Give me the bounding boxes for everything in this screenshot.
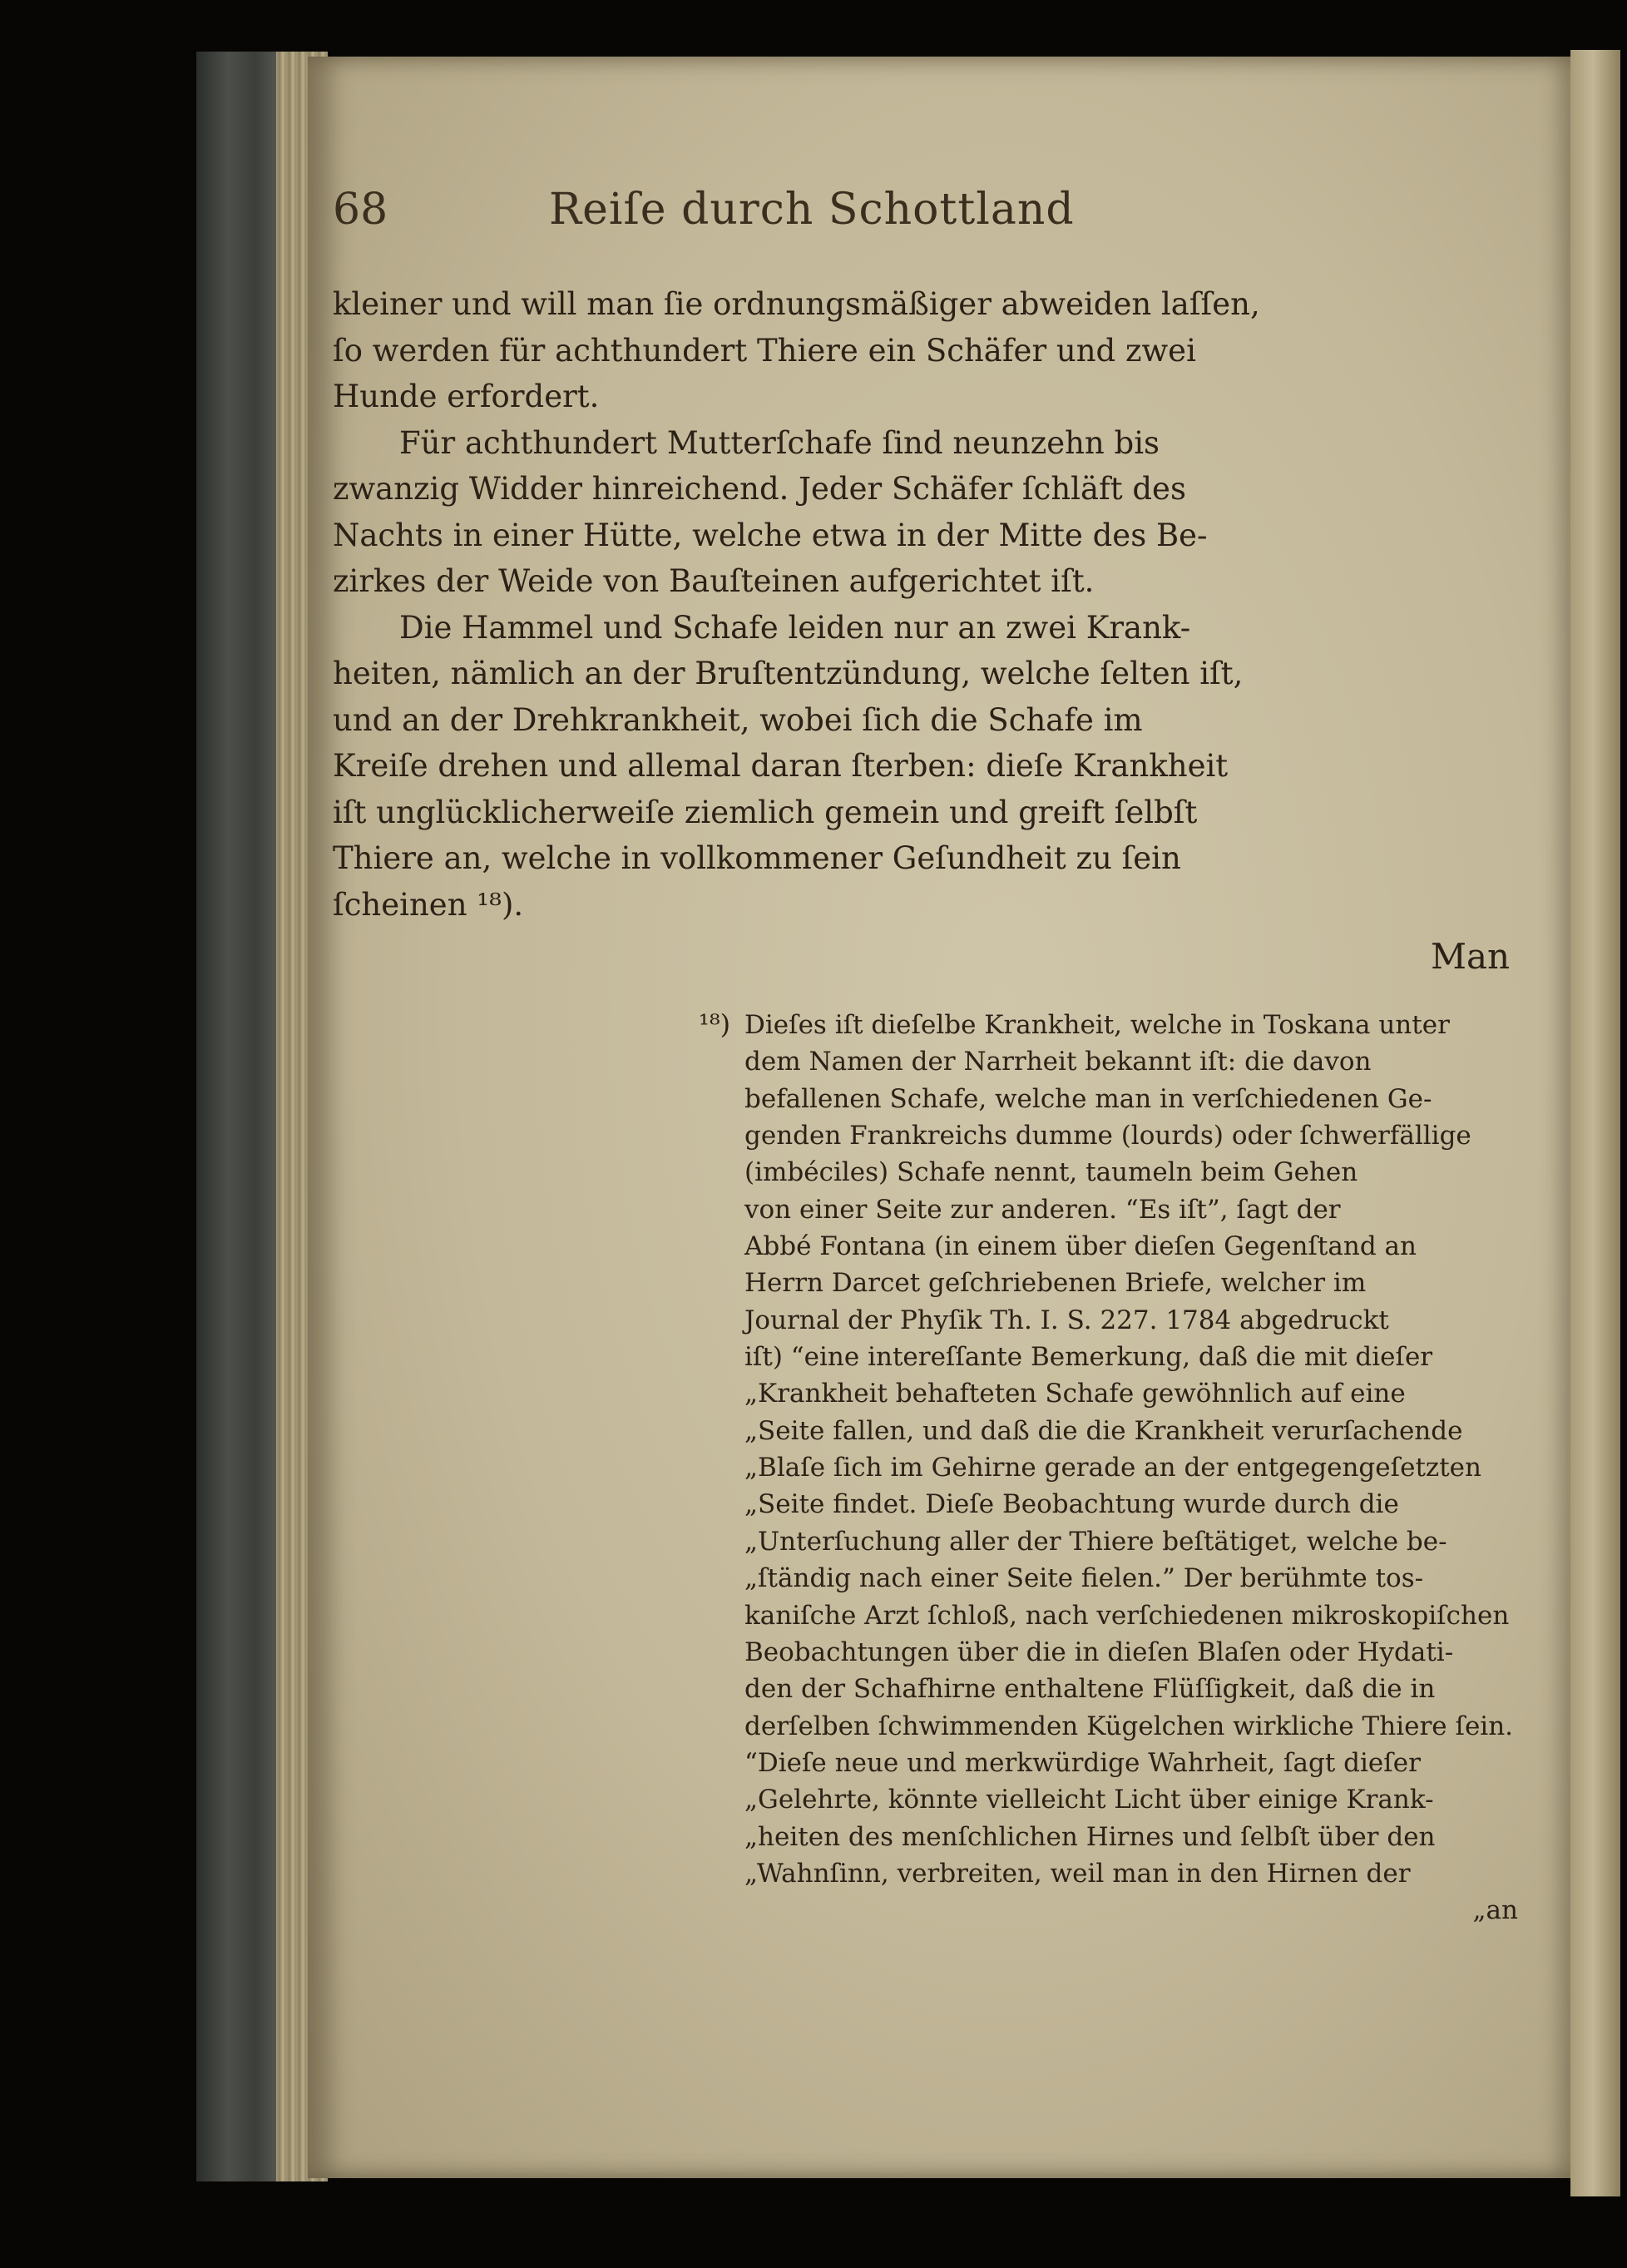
footnote-line: Beobachtungen über die in dieſen Blaſen oder Hydati- [744, 1637, 1454, 1667]
footnote-line: dem Namen der Narrheit bekannt iſt: die davon [744, 1047, 1372, 1077]
footnote-line: Herrn Darcet geſchriebenen Briefe, welcher im [744, 1268, 1367, 1299]
body-line: zwanzig Widder hinreichend. Jeder Schäfer ſchläft des [333, 471, 1186, 507]
body-line: iſt unglücklicherweiſe ziemlich gemein und greift ſelbſt [333, 794, 1198, 830]
body-line: kleiner und will man ſie ordnungsmäßiger abweiden laſſen, [333, 286, 1260, 322]
page-header [0, 185, 1627, 268]
footnote-marker: ¹⁸) [699, 1008, 731, 1040]
body-line: Thiere an, welche in vollkommener Geſundheit zu ſein [333, 840, 1181, 876]
footnote-line: “Dieſe neue und merkwürdige Wahrheit, ſagt dieſer [744, 1747, 1421, 1778]
footnote-line: kaniſche Arzt ſchloß, nach verſchiedenen mikroskopiſchen [744, 1600, 1510, 1631]
footnote-line: genden Frankreichs dumme (lourds) oder ſchwerfällige [744, 1121, 1471, 1151]
footnote-line: befallenen Schafe, welche man in verſchiedenen Ge- [744, 1083, 1432, 1114]
facing-page-edge [1570, 50, 1620, 2196]
footnote-line: „Unterſuchung aller der Thiere beſtätiget, welche be- [744, 1526, 1447, 1557]
footnote-line: Journal der Phyſik Th. I. S. 227. 1784 abgedruckt [744, 1305, 1389, 1335]
body-line: heiten, nämlich an der Bruſtentzündung, welche ſelten iſt, [333, 656, 1244, 691]
footnote-line: „Wahnſinn, verbreiten, weil man in den Hirnen der [744, 1858, 1411, 1889]
body-line: ſcheinen ¹⁸). [333, 886, 524, 923]
body-line: zirkes der Weide von Bauſteinen aufgerichtet iſt. [333, 563, 1095, 599]
footnote-line: „Blaſe ſich im Gehirne gerade an der entgegengeſetzten [744, 1453, 1481, 1483]
body-line: Die Hammel und Schafe leiden nur an zwei Krank- [399, 609, 1191, 646]
footnote-line: „heiten des menſchlichen Hirnes und ſelbſt über den [744, 1821, 1436, 1852]
footnote-line: „Krankheit behafteten Schafe gewöhnlich auf eine [744, 1379, 1406, 1409]
footnote-line: den der Schafhirne enthaltene Flüſſigkeit, daß die in [744, 1674, 1436, 1705]
footnote-line: Dieſes iſt dieſelbe Krankheit, welche in Toskana unter [744, 1010, 1450, 1040]
body-line: Für achthundert Mutterſchafe ſind neunzehn bis [399, 424, 1160, 461]
main-text [333, 281, 1514, 928]
footnote-line: derſelben ſchwimmenden Kügelchen wirkliche Thiere ſein. [744, 1711, 1514, 1741]
footnote [744, 1007, 1518, 1929]
footnote-line: iſt) “eine intereſſante Bemerkung, daß die mit dieſer [744, 1342, 1433, 1373]
footnote-line: (imbéciles) Schafe nennt, taumeln beim Gehen [744, 1157, 1358, 1188]
footnote-line: „Gelehrte, könnte vielleicht Licht über einige Krank- [744, 1785, 1434, 1815]
footnote-line: von einer Seite zur anderen. “Es iſt”, ſagt der [744, 1194, 1341, 1225]
body-line: Hunde erfordert. [333, 379, 600, 414]
footnote-line: „Seite findet. Dieſe Beobachtung wurde durch die [744, 1489, 1399, 1520]
catchword: Man [1431, 936, 1511, 977]
body-line: und an der Drehkrankheit, wobei ſich die Schafe im [333, 701, 1143, 738]
footnote-catchword: „an [1472, 1895, 1518, 1926]
footnote-line: „Seite fallen, und daß die die Krankheit verurſachende [744, 1415, 1463, 1446]
footnote-line: Abbé Fontana (in einem über dieſen Gegenſtand an [744, 1231, 1417, 1262]
running-head: Reiſe durch Schottland [549, 185, 1075, 235]
body-line: Nachts in einer Hütte, welche etwa in der Mitte des Be- [333, 517, 1208, 553]
body-line: ſo werden für achthundert Thiere ein Schäfer und zwei [333, 332, 1196, 369]
body-line: Kreiſe drehen und allemal daran ſterben: dieſe Krankheit [333, 748, 1229, 784]
page-number: 68 [333, 185, 388, 235]
footnote-line: „ſtändig nach einer Seite fielen.” Der berühmte tos- [744, 1563, 1424, 1594]
